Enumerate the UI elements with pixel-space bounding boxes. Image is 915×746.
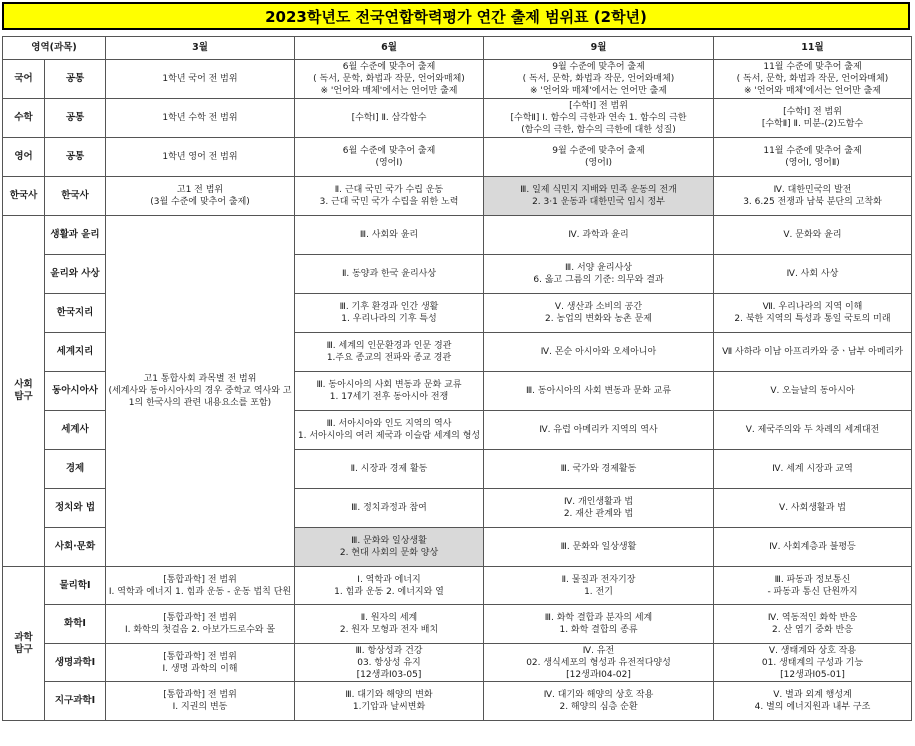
cell-korean-m11: 11월 수준에 맞추어 출제 ( 독서, 문학, 화법과 작문, 언어와매체) ※ '언어와 매체'에서는 언어만 출제 — [714, 60, 912, 99]
header-september: 9월 — [484, 37, 714, 60]
cell-social-m9: Ⅳ. 유럽 아메리카 지역의 역사 — [484, 411, 714, 450]
cell-science-m9: Ⅱ. 물질과 전자기장 1. 전기 — [484, 567, 714, 605]
cell-social-m11: Ⅴ. 제국주의와 두 차례의 세계대전 — [714, 411, 912, 450]
row-english — [3, 138, 912, 177]
cell-social-m6: Ⅲ. 정치과정과 참여 — [295, 489, 484, 528]
cell-social-m6: Ⅲ. 사회와 윤리 — [295, 216, 484, 255]
category-english: 영어 — [3, 138, 45, 177]
cell-social-m11: Ⅳ. 세계 시장과 교역 — [714, 450, 912, 489]
cell-social-m11: Ⅴ. 문화와 윤리 — [714, 216, 912, 255]
cell-science-m3: [통합과학] 전 범위 Ⅰ. 화학의 첫걸음 2. 아보가드로수와 몰 — [106, 605, 295, 644]
cell-social-m11: Ⅶ 사하라 이남 아프리카와 중ㆍ남부 아메리카 — [714, 333, 912, 372]
cell-science-m9: Ⅳ. 유전 02. 생식세포의 형성과 유전적다양성 [12생과Ⅰ04-02] — [484, 644, 714, 682]
cell-social-m11: Ⅴ. 오늘날의 동아시아 — [714, 372, 912, 411]
subject-social: 사회·문화 — [45, 528, 106, 567]
cell-social-m9: Ⅴ. 생산과 소비의 공간 2. 농업의 변화와 농촌 문제 — [484, 294, 714, 333]
subject-social: 세계지리 — [45, 333, 106, 372]
cell-social-m9: Ⅲ. 동아시아의 사회 변동과 문화 교류 — [484, 372, 714, 411]
cell-science-m11: Ⅴ. 생태계와 상호 작용 01. 생태계의 구성과 기능 [12생과Ⅰ05-01] — [714, 644, 912, 682]
row-math — [3, 99, 912, 138]
category-math: 수학 — [3, 99, 45, 138]
subject-math-common: 공통 — [45, 99, 106, 138]
page-title: 2023학년도 전국연합학력평가 연간 출제 범위표 (2학년) — [2, 2, 910, 30]
row-social-0 — [3, 216, 912, 255]
cell-science-m11: Ⅳ. 역동적인 화학 반응 2. 산 염기 중화 반응 — [714, 605, 912, 644]
subject-english-common: 공통 — [45, 138, 106, 177]
cell-science-m6: Ⅱ. 원자의 세계 2. 원자 모형과 전자 배치 — [295, 605, 484, 644]
cell-science-m9: Ⅳ. 대기와 해양의 상호 작용 2. 해양의 심층 순환 — [484, 682, 714, 721]
cell-english-m3: 1학년 영어 전 범위 — [106, 138, 295, 177]
cell-social-m11: Ⅳ. 사회계층과 불평등 — [714, 528, 912, 567]
cell-social-m6: Ⅱ. 동양과 한국 윤리사상 — [295, 255, 484, 294]
category-korean: 국어 — [3, 60, 45, 99]
cell-science-m11: Ⅲ. 파동과 정보통신 - 파동과 통신 단원까지 — [714, 567, 912, 605]
cell-english-m9: 9월 수준에 맞추어 출제 (영어Ⅰ) — [484, 138, 714, 177]
header-row — [3, 37, 912, 60]
category-science: 과학 탐구 — [3, 567, 45, 721]
subject-science: 생명과학Ⅰ — [45, 644, 106, 682]
cell-social-m9: Ⅳ. 개인생활과 법 2. 재산 관계와 법 — [484, 489, 714, 528]
cell-social-m6: Ⅲ. 기후 환경과 인간 생활 1. 우리나라의 기후 특성 — [295, 294, 484, 333]
cell-social-m6: Ⅱ. 시장과 경제 활동 — [295, 450, 484, 489]
row-science-0 — [3, 567, 912, 605]
row-science-2 — [3, 644, 912, 682]
cell-science-m6: Ⅲ. 대기와 해양의 변화 1.기압과 날씨변화 — [295, 682, 484, 721]
subject-science: 물리학Ⅰ — [45, 567, 106, 605]
subject-social: 생활과 윤리 — [45, 216, 106, 255]
cell-science-m3: [통합과학] 전 범위 Ⅰ. 역학과 에너지 1. 힘과 운동 - 운동 법칙 단원 — [106, 567, 295, 605]
cell-social-m3: 고1 통합사회 과목별 전 범위 (세계사와 동아시아사의 경우 중학교 역사와 고1의 한국사의 관련 내용요소를 포함) — [106, 216, 295, 567]
cell-social-m11: Ⅴ. 사회생활과 법 — [714, 489, 912, 528]
cell-social-m6: Ⅲ. 동아시아의 사회 변동과 문화 교류 1. 17세기 전후 동아시아 전쟁 — [295, 372, 484, 411]
cell-history-m6: Ⅱ. 근대 국민 국가 수립 운동 3. 근대 국민 국가 수립을 위한 노력 — [295, 177, 484, 216]
subject-science: 화학Ⅰ — [45, 605, 106, 644]
subject-social: 정치와 법 — [45, 489, 106, 528]
cell-korean-m6: 6월 수준에 맞추어 출제 ( 독서, 문학, 화법과 작문, 언어와매체) ※ '언어와 매체'에서는 언어만 출제 — [295, 60, 484, 99]
row-korean-history — [3, 177, 912, 216]
subject-korean-history: 한국사 — [45, 177, 106, 216]
cell-social-m9: Ⅳ. 몬순 아시아와 오세아니아 — [484, 333, 714, 372]
subject-social: 동아시아사 — [45, 372, 106, 411]
cell-social-m9: Ⅲ. 국가와 경제활동 — [484, 450, 714, 489]
cell-history-m3: 고1 전 범위 (3월 수준에 맞추어 출제) — [106, 177, 295, 216]
subject-social: 세계사 — [45, 411, 106, 450]
cell-history-m9: Ⅲ. 일제 식민지 지배와 민족 운동의 전개 2. 3·1 운동과 대한민국 임시 정부 — [484, 177, 714, 216]
cell-korean-m9: 9월 수준에 맞추어 출제 ( 독서, 문학, 화법과 작문, 언어와매체) ※ '언어와 매체'에서는 언어만 출제 — [484, 60, 714, 99]
cell-social-m9: Ⅳ. 과학과 윤리 — [484, 216, 714, 255]
cell-history-m11: Ⅳ. 대한민국의 발전 3. 6.25 전쟁과 남북 분단의 고착화 — [714, 177, 912, 216]
subject-social: 윤리와 사상 — [45, 255, 106, 294]
exam-scope-table — [2, 36, 912, 721]
cell-science-m6: Ⅲ. 항상성과 건강 03. 항상성 유지 [12생과Ⅰ03-05] — [295, 644, 484, 682]
header-area: 영역(과목) — [3, 37, 106, 60]
row-korean — [3, 60, 912, 99]
cell-social-m9: Ⅲ. 서양 윤리사상 6. 옳고 그름의 기준: 의무와 결과 — [484, 255, 714, 294]
cell-math-m11: [수학Ⅰ] 전 범위 [수학Ⅱ] Ⅱ. 미분-(2)도함수 — [714, 99, 912, 138]
category-korean-history: 한국사 — [3, 177, 45, 216]
header-march: 3월 — [106, 37, 295, 60]
subject-korean-common: 공통 — [45, 60, 106, 99]
category-social: 사회 탐구 — [3, 216, 45, 567]
cell-social-m11: Ⅶ. 우리나라의 지역 이해 2. 북한 지역의 특성과 통일 국토의 미래 — [714, 294, 912, 333]
cell-science-m3: [통합과학] 전 범위 Ⅰ. 지권의 변동 — [106, 682, 295, 721]
subject-science: 지구과학Ⅰ — [45, 682, 106, 721]
cell-social-m6: Ⅲ. 문화와 일상생활 2. 현대 사회의 문화 양상 — [295, 528, 484, 567]
subject-social: 경제 — [45, 450, 106, 489]
cell-social-m9: Ⅲ. 문화와 일상생활 — [484, 528, 714, 567]
cell-math-m3: 1학년 수학 전 범위 — [106, 99, 295, 138]
cell-science-m3: [통합과학] 전 범위 Ⅰ. 생명 과학의 이해 — [106, 644, 295, 682]
cell-science-m11: Ⅴ. 별과 외계 행성계 4. 별의 에너지원과 내부 구조 — [714, 682, 912, 721]
cell-social-m6: Ⅲ. 서아시아와 인도 지역의 역사 1. 서아시아의 여러 제국과 이슬람 세계의 형성 — [295, 411, 484, 450]
cell-science-m6: Ⅰ. 역학과 에너지 1. 힘과 운동 2. 에너지와 열 — [295, 567, 484, 605]
subject-social: 한국지리 — [45, 294, 106, 333]
cell-korean-m3: 1학년 국어 전 범위 — [106, 60, 295, 99]
cell-social-m11: Ⅳ. 사회 사상 — [714, 255, 912, 294]
header-june: 6월 — [295, 37, 484, 60]
cell-social-m6: Ⅲ. 세계의 인문환경과 인문 경관 1.주요 종교의 전파와 종교 경관 — [295, 333, 484, 372]
row-science-3 — [3, 682, 912, 721]
cell-math-m9: [수학Ⅰ] 전 범위 [수학Ⅱ] Ⅰ. 함수의 극한과 연속 1. 함수의 극한 (함수의 극한, 함수의 극한에 대한 성질) — [484, 99, 714, 138]
row-science-1 — [3, 605, 912, 644]
cell-math-m6: [수학Ⅰ] Ⅱ. 삼각함수 — [295, 99, 484, 138]
cell-english-m11: 11월 수준에 맞추어 출제 (영어Ⅰ, 영어Ⅱ) — [714, 138, 912, 177]
cell-science-m9: Ⅲ. 화학 결합과 분자의 세계 1. 화학 결합의 종류 — [484, 605, 714, 644]
cell-english-m6: 6월 수준에 맞추어 출제 (영어Ⅰ) — [295, 138, 484, 177]
header-november: 11월 — [714, 37, 912, 60]
